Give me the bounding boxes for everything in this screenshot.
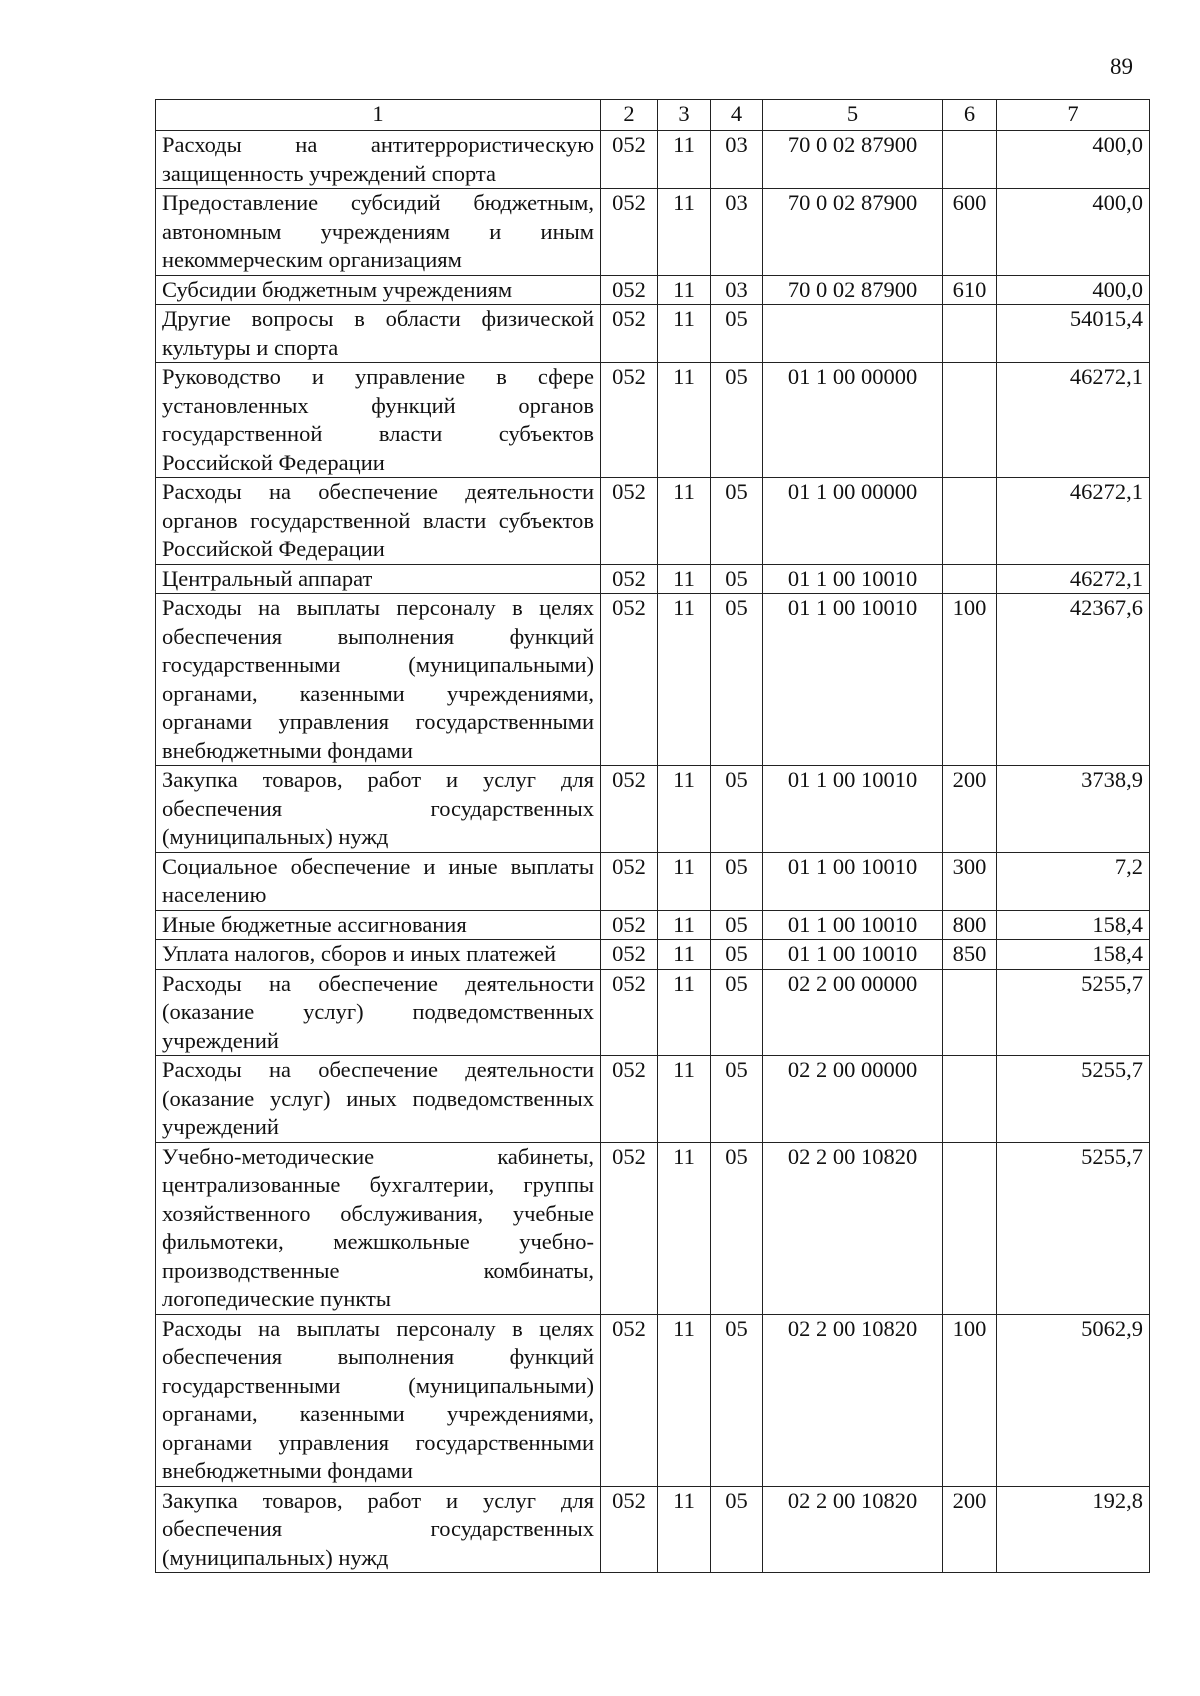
subsection-code-cell: 05	[711, 564, 763, 594]
expense-type-code-cell: 100	[943, 1314, 997, 1486]
ministry-code-cell: 052	[601, 363, 658, 478]
table-row	[156, 910, 1150, 940]
table-row	[156, 766, 1150, 853]
item-name-cell: Расходы на антитеррористическую защищенность учреждений спорта	[156, 131, 601, 189]
expense-type-code-cell: 200	[943, 1486, 997, 1573]
ministry-code-cell: 052	[601, 910, 658, 940]
item-name-cell: Предоставление субсидий бюджетным, автономным учреждениям и иным некоммерческим организациям	[156, 189, 601, 276]
table-row	[156, 594, 1150, 766]
subsection-code-cell: 05	[711, 910, 763, 940]
item-name-cell: Субсидии бюджетным учреждениям	[156, 275, 601, 305]
expense-type-code-cell: 600	[943, 189, 997, 276]
ministry-code-cell: 052	[601, 852, 658, 910]
amount-cell: 5255,7	[997, 1056, 1150, 1143]
section-code-cell: 11	[658, 1314, 711, 1486]
target-article-code-cell: 01 1 00 10010	[763, 564, 943, 594]
target-article-code-cell: 01 1 00 00000	[763, 363, 943, 478]
subsection-code-cell: 05	[711, 305, 763, 363]
target-article-code-cell: 02 2 00 10820	[763, 1486, 943, 1573]
item-name-cell: Уплата налогов, сборов и иных платежей	[156, 940, 601, 970]
amount-cell: 46272,1	[997, 564, 1150, 594]
ministry-code-cell: 052	[601, 1314, 658, 1486]
subsection-code-cell: 05	[711, 1056, 763, 1143]
table-row	[156, 1056, 1150, 1143]
subsection-code-cell: 05	[711, 478, 763, 565]
section-code-cell: 11	[658, 275, 711, 305]
section-code-cell: 11	[658, 305, 711, 363]
subsection-code-cell: 03	[711, 275, 763, 305]
table-row	[156, 1486, 1150, 1573]
subsection-code-cell: 05	[711, 766, 763, 853]
ministry-code-cell: 052	[601, 131, 658, 189]
item-name-cell: Учебно-методические кабинеты, централизованные бухгалтерии, группы хозяйственного обслуживания, учебные фильмотеки, межшкольные учебно-производственные комбинаты, логопедические пункты	[156, 1142, 601, 1314]
expense-type-code-cell: 300	[943, 852, 997, 910]
amount-cell: 3738,9	[997, 766, 1150, 853]
page-number: 89	[1110, 54, 1133, 79]
amount-cell: 46272,1	[997, 478, 1150, 565]
section-code-cell: 11	[658, 594, 711, 766]
target-article-code-cell: 01 1 00 10010	[763, 766, 943, 853]
amount-cell: 5255,7	[997, 969, 1150, 1056]
table-row	[156, 940, 1150, 970]
table-row	[156, 478, 1150, 565]
table-row	[156, 564, 1150, 594]
item-name-cell: Иные бюджетные ассигнования	[156, 910, 601, 940]
section-code-cell: 11	[658, 940, 711, 970]
section-code-cell: 11	[658, 766, 711, 853]
section-code-cell: 11	[658, 910, 711, 940]
expense-type-code-cell	[943, 305, 997, 363]
ministry-code-cell: 052	[601, 594, 658, 766]
subsection-code-cell: 05	[711, 594, 763, 766]
amount-cell: 400,0	[997, 275, 1150, 305]
ministry-code-cell: 052	[601, 564, 658, 594]
section-code-cell: 11	[658, 564, 711, 594]
item-name-cell: Закупка товаров, работ и услуг для обеспечения государственных (муниципальных) нужд	[156, 1486, 601, 1573]
amount-cell: 158,4	[997, 940, 1150, 970]
target-article-code-cell: 02 2 00 00000	[763, 1056, 943, 1143]
amount-cell: 46272,1	[997, 363, 1150, 478]
amount-cell: 54015,4	[997, 305, 1150, 363]
subsection-code-cell: 03	[711, 189, 763, 276]
target-article-code-cell: 02 2 00 10820	[763, 1314, 943, 1486]
section-code-cell: 11	[658, 969, 711, 1056]
header-cell: 7	[997, 100, 1150, 131]
subsection-code-cell: 05	[711, 363, 763, 478]
target-article-code-cell: 01 1 00 10010	[763, 594, 943, 766]
subsection-code-cell: 05	[711, 940, 763, 970]
ministry-code-cell: 052	[601, 1486, 658, 1573]
amount-cell: 192,8	[997, 1486, 1150, 1573]
ministry-code-cell: 052	[601, 478, 658, 565]
target-article-code-cell: 01 1 00 00000	[763, 478, 943, 565]
subsection-code-cell: 05	[711, 969, 763, 1056]
header-cell: 6	[943, 100, 997, 131]
ministry-code-cell: 052	[601, 969, 658, 1056]
item-name-cell: Другие вопросы в области физической культуры и спорта	[156, 305, 601, 363]
ministry-code-cell: 052	[601, 275, 658, 305]
table-row	[156, 363, 1150, 478]
item-name-cell: Расходы на выплаты персоналу в целях обеспечения выполнения функций государственными (муниципальными) органами, казенными учреждениями, органами управления государственными внебюджетными фондами	[156, 1314, 601, 1486]
expense-type-code-cell	[943, 969, 997, 1056]
target-article-code-cell: 01 1 00 10010	[763, 940, 943, 970]
expense-type-code-cell	[943, 478, 997, 565]
item-name-cell: Расходы на выплаты персоналу в целях обеспечения выполнения функций государственными (муниципальными) органами, казенными учреждениями, органами управления государственными внебюджетными фондами	[156, 594, 601, 766]
table-row	[156, 969, 1150, 1056]
subsection-code-cell: 05	[711, 1314, 763, 1486]
header-cell: 3	[658, 100, 711, 131]
section-code-cell: 11	[658, 852, 711, 910]
amount-cell: 42367,6	[997, 594, 1150, 766]
item-name-cell: Расходы на обеспечение деятельности органов государственной власти субъектов Российской Федерации	[156, 478, 601, 565]
table-row	[156, 131, 1150, 189]
ministry-code-cell: 052	[601, 305, 658, 363]
amount-cell: 7,2	[997, 852, 1150, 910]
section-code-cell: 11	[658, 1056, 711, 1143]
amount-cell: 158,4	[997, 910, 1150, 940]
section-code-cell: 11	[658, 1486, 711, 1573]
table-row	[156, 305, 1150, 363]
item-name-cell: Центральный аппарат	[156, 564, 601, 594]
ministry-code-cell: 052	[601, 1142, 658, 1314]
expense-type-code-cell: 100	[943, 594, 997, 766]
table-row	[156, 852, 1150, 910]
item-name-cell: Закупка товаров, работ и услуг для обеспечения государственных (муниципальных) нужд	[156, 766, 601, 853]
section-code-cell: 11	[658, 363, 711, 478]
expense-type-code-cell	[943, 363, 997, 478]
header-row	[156, 100, 1150, 131]
amount-cell: 400,0	[997, 131, 1150, 189]
expense-type-code-cell: 200	[943, 766, 997, 853]
expense-type-code-cell: 610	[943, 275, 997, 305]
expense-type-code-cell	[943, 1142, 997, 1314]
ministry-code-cell: 052	[601, 940, 658, 970]
item-name-cell: Расходы на обеспечение деятельности (оказание услуг) иных подведомственных учреждений	[156, 1056, 601, 1143]
expense-type-code-cell	[943, 131, 997, 189]
expense-type-code-cell	[943, 1056, 997, 1143]
section-code-cell: 11	[658, 478, 711, 565]
expense-type-code-cell	[943, 564, 997, 594]
amount-cell: 400,0	[997, 189, 1150, 276]
table-row	[156, 189, 1150, 276]
header-cell: 5	[763, 100, 943, 131]
subsection-code-cell: 03	[711, 131, 763, 189]
table-row	[156, 275, 1150, 305]
header-cell: 2	[601, 100, 658, 131]
subsection-code-cell: 05	[711, 1142, 763, 1314]
section-code-cell: 11	[658, 1142, 711, 1314]
section-code-cell: 11	[658, 131, 711, 189]
amount-cell: 5062,9	[997, 1314, 1150, 1486]
ministry-code-cell: 052	[601, 189, 658, 276]
table-row	[156, 1142, 1150, 1314]
target-article-code-cell: 70 0 02 87900	[763, 275, 943, 305]
expense-type-code-cell: 800	[943, 910, 997, 940]
table-row	[156, 1314, 1150, 1486]
budget-table	[155, 99, 1150, 1573]
section-code-cell: 11	[658, 189, 711, 276]
item-name-cell: Руководство и управление в сфере установленных функций органов государственной власти субъектов Российской Федерации	[156, 363, 601, 478]
expense-type-code-cell: 850	[943, 940, 997, 970]
target-article-code-cell	[763, 305, 943, 363]
ministry-code-cell: 052	[601, 1056, 658, 1143]
header-cell: 1	[156, 100, 601, 131]
ministry-code-cell: 052	[601, 766, 658, 853]
target-article-code-cell: 70 0 02 87900	[763, 189, 943, 276]
amount-cell: 5255,7	[997, 1142, 1150, 1314]
subsection-code-cell: 05	[711, 852, 763, 910]
target-article-code-cell: 01 1 00 10010	[763, 852, 943, 910]
target-article-code-cell: 01 1 00 10010	[763, 910, 943, 940]
subsection-code-cell: 05	[711, 1486, 763, 1573]
target-article-code-cell: 02 2 00 10820	[763, 1142, 943, 1314]
target-article-code-cell: 02 2 00 00000	[763, 969, 943, 1056]
target-article-code-cell: 70 0 02 87900	[763, 131, 943, 189]
item-name-cell: Расходы на обеспечение деятельности (оказание услуг) подведомственных учреждений	[156, 969, 601, 1056]
header-cell: 4	[711, 100, 763, 131]
item-name-cell: Социальное обеспечение и иные выплаты населению	[156, 852, 601, 910]
